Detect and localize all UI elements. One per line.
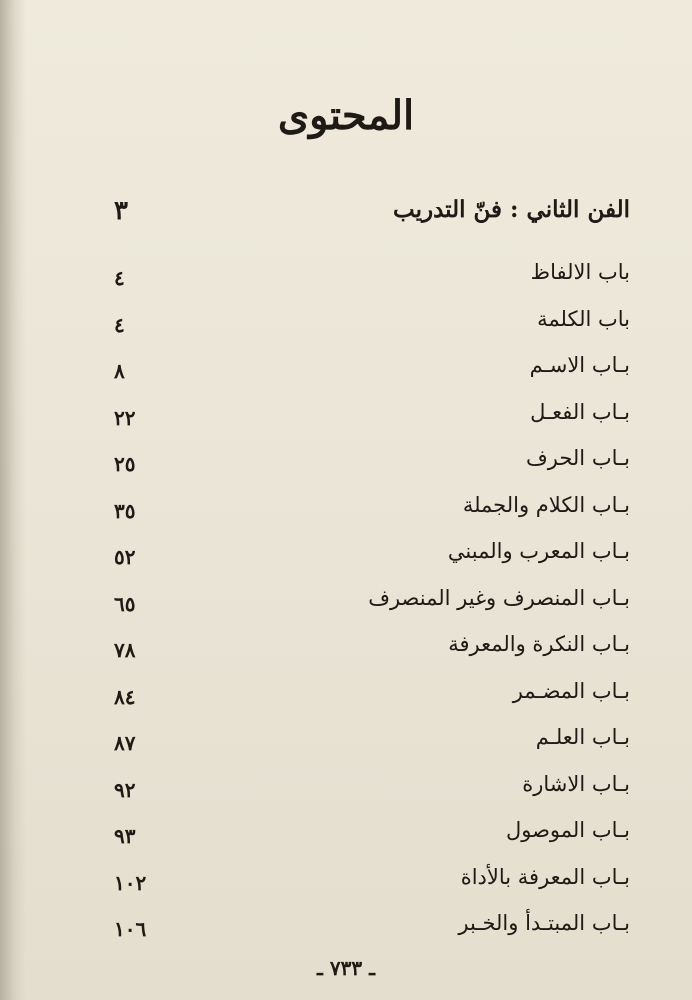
toc-entries: [114, 258, 630, 956]
entry-label: بـاب المبتـدأ والخـبر: [458, 911, 630, 935]
entry-page-number: ٦٥: [114, 591, 136, 616]
entry-label: بـاب الكلام والجملة: [462, 492, 630, 517]
toc-entry: [114, 258, 630, 305]
toc-entry: [114, 351, 630, 398]
toc-entry: [114, 444, 630, 491]
toc-entry: [114, 677, 630, 724]
entry-page-number: ٨: [114, 359, 125, 383]
entry-label: بـاب المعرفة بالأداة: [460, 864, 630, 889]
entry-page-number: ٥٢: [114, 545, 136, 569]
entry-page-number: ٤: [114, 312, 125, 337]
entry-label: بـاب الموصول: [505, 818, 630, 842]
entry-label: بـاب الاسـم: [529, 353, 630, 377]
toc-entry: [114, 723, 630, 770]
entry-page-number: ٤: [114, 266, 125, 290]
entry-label: باب الكلمة: [537, 306, 630, 331]
toc-entry: [114, 537, 630, 584]
section-label: الفن الثاني : فنّ التدريب: [393, 196, 630, 223]
section-page-number: ٣: [114, 196, 128, 226]
toc-entry: [114, 398, 630, 445]
toc-entry: [114, 816, 630, 863]
entry-page-number: ٢٥: [114, 452, 136, 476]
toc-entry: [114, 863, 630, 910]
entry-label: بـاب النكرة والمعرفة: [448, 632, 630, 656]
toc-entry: [114, 630, 630, 677]
toc-entry: [114, 770, 630, 817]
entry-page-number: ٧٨: [114, 638, 136, 662]
toc-section-heading: [114, 196, 630, 232]
entry-label: بـاب الحرف: [526, 446, 630, 470]
toc-entry: [114, 909, 630, 956]
entry-label: بـاب العلـم: [535, 725, 630, 749]
entry-page-number: ٢٢: [114, 405, 136, 430]
toc-entry: [114, 305, 630, 352]
entry-label: بـاب الاشارة: [522, 771, 630, 796]
entry-label: بـاب المضـمر: [512, 678, 630, 703]
entry-page-number: ٣٥: [114, 498, 136, 523]
entry-page-number: ٨٤: [114, 684, 136, 709]
toc-entry: [114, 491, 630, 538]
page-title: المحتوى: [277, 92, 415, 139]
entry-label: بـاب المنصرف وغير المنصرف: [368, 585, 630, 610]
page-number-footer: ـ ٧٣٣ ـ: [317, 956, 375, 980]
entry-label: باب الالفاظ: [530, 260, 630, 284]
entry-label: بـاب المعرب والمبني: [447, 539, 630, 563]
entry-page-number: ٨٧: [114, 731, 136, 755]
entry-page-number: ١٠٦: [114, 917, 147, 941]
page-gutter-shadow: [0, 0, 26, 1000]
toc-entry: [114, 584, 630, 631]
entry-page-number: ٩٢: [114, 777, 136, 802]
entry-label: بـاب الفعـل: [530, 399, 630, 424]
entry-page-number: ١٠٢: [114, 870, 147, 895]
entry-page-number: ٩٣: [114, 824, 136, 848]
